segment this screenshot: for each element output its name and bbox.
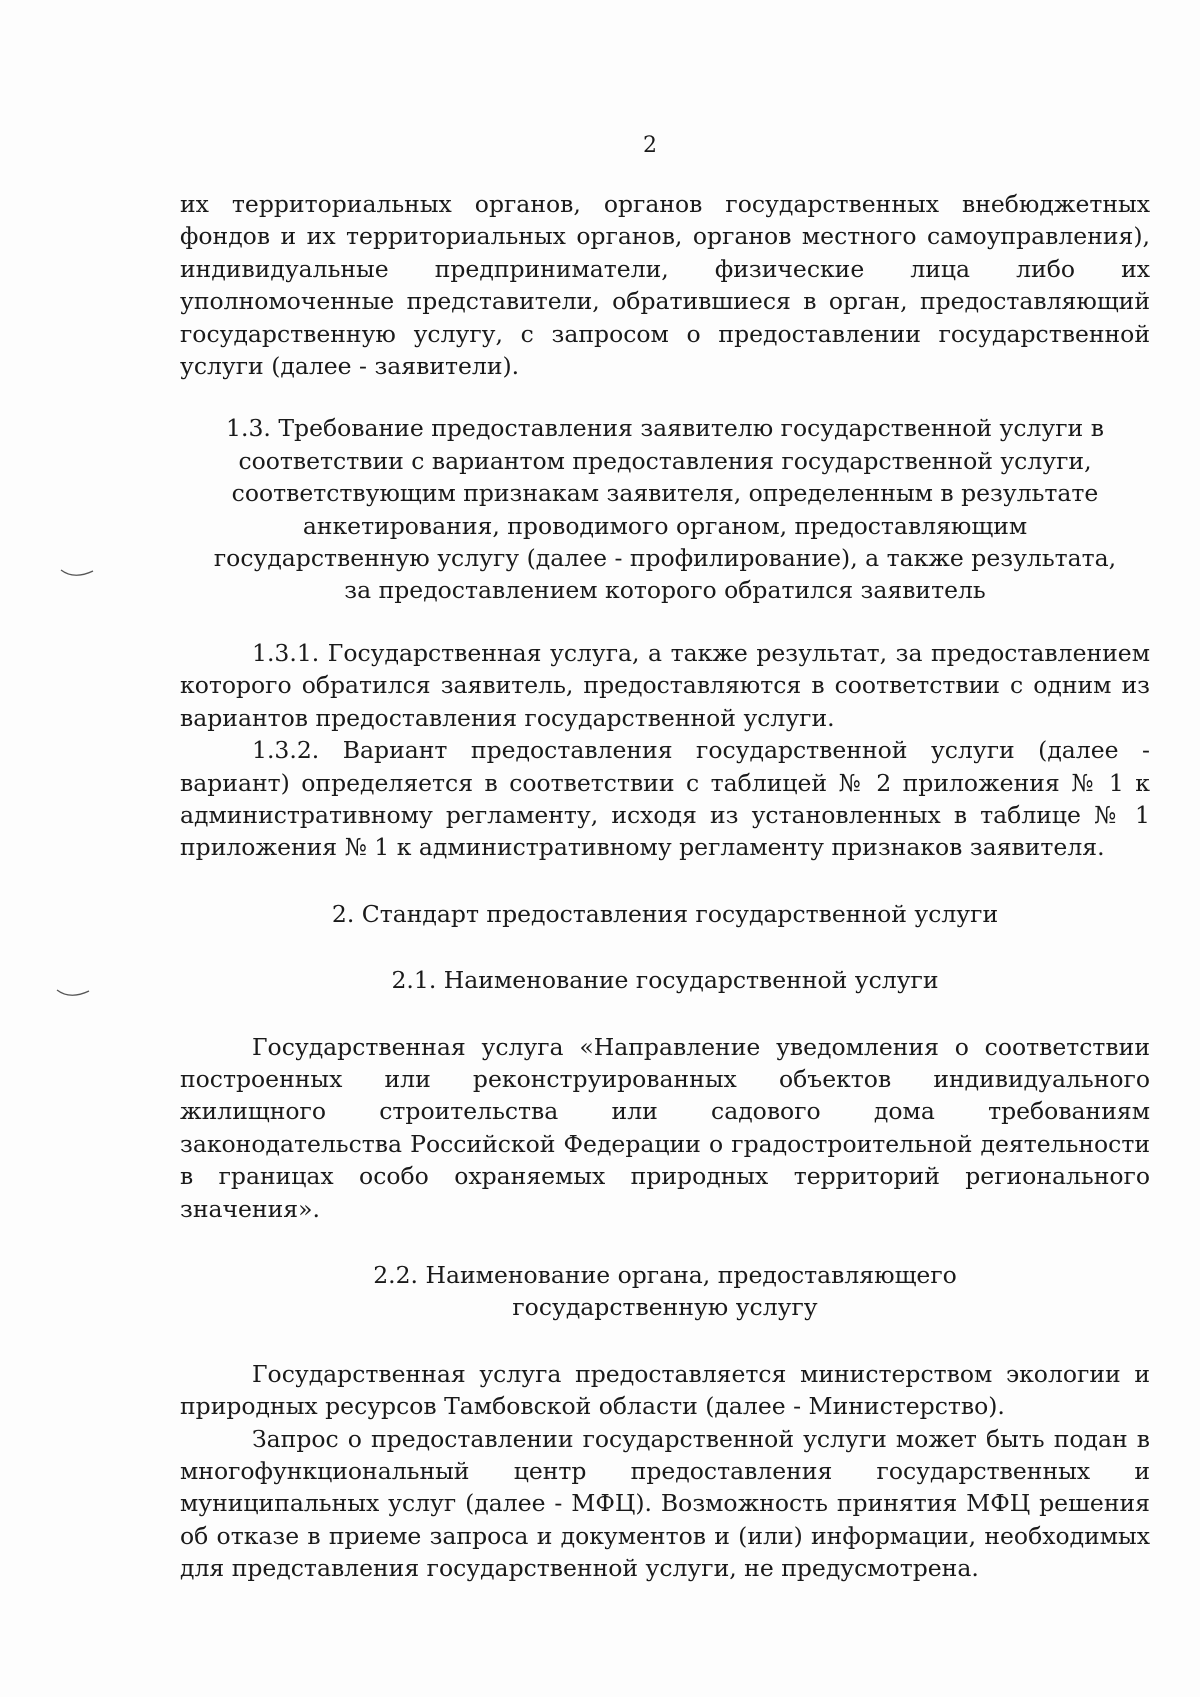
heading-2-2-line2: государственную услугу — [512, 1293, 818, 1322]
heading-2: 2. Стандарт предоставления государственной услуги — [331, 899, 999, 928]
scan-mark-lower — [56, 988, 90, 998]
scan-mark-upper — [60, 568, 94, 578]
page-number: 2 — [643, 133, 657, 158]
paragraph-2-1: Государственная услуга «Направление уведомления о соответствии построенных или реконструированных объектов индивидуального жилищного строительства или садового дома требованиям законодательства Российской Федерации о градостроительной деятельности в границах особо охраняемых природных территорий регионального значения». — [180, 1032, 1150, 1223]
paragraph-2-2-a: Государственная услуга предоставляется министерством экологии и природных ресурсов Тамбовской области (далее - Министерство). — [180, 1359, 1150, 1421]
heading-2-2-line1: 2.2. Наименование органа, предоставляющего — [373, 1260, 957, 1289]
document-body — [180, 188, 1150, 1585]
heading-2-1: 2.1. Наименование государственной услуги — [391, 966, 939, 995]
paragraph-intro: их территориальных органов, органов государственных внебюджетных фондов и их территориальных органов, органов местного самоуправления), индивидуальные предприниматели, физические лица либо их уполномоченные представители, обратившиеся в орган, предоставляющий государственную услугу, с запросом о предоставлении государственной услуги (далее - заявители). — [180, 190, 1150, 381]
paragraph-2-2-b: Запрос о предоставлении государственной услуги может быть подан в многофункциональный центр предоставления государственных и муниципальных услуг (далее - МФЦ). Возможность принятия МФЦ решения об отказе в приеме запроса и документов и (или) информации, необходимых для представления государственной услуги, не предусмотрена. — [180, 1424, 1150, 1583]
heading-1-3: 1.3. Требование предоставления заявителю государственной услуги в соответствии с вариантом предоставления государственной услуги, соответствующим признакам заявителя, определенным в результате анкетирования, проводимого органом, предоставляющим государственную услугу (далее - профилирование), а также результата, за предоставлением которого обратился заявитель — [213, 414, 1117, 605]
paragraph-1-3-2: 1.3.2. Вариант предоставления государственной услуги (далее - вариант) определяется в соответствии с таблицей № 2 приложения № 1 к административному регламенту, исходя из установленных в таблице № 1 приложения № 1 к административному регламенту признаков заявителя. — [180, 736, 1150, 862]
paragraph-1-3-1: 1.3.1. Государственная услуга, а также результат, за предоставлением которого обратился заявитель, предоставляются в соответствии с одним из вариантов предоставления государственной услуги. — [180, 638, 1150, 732]
